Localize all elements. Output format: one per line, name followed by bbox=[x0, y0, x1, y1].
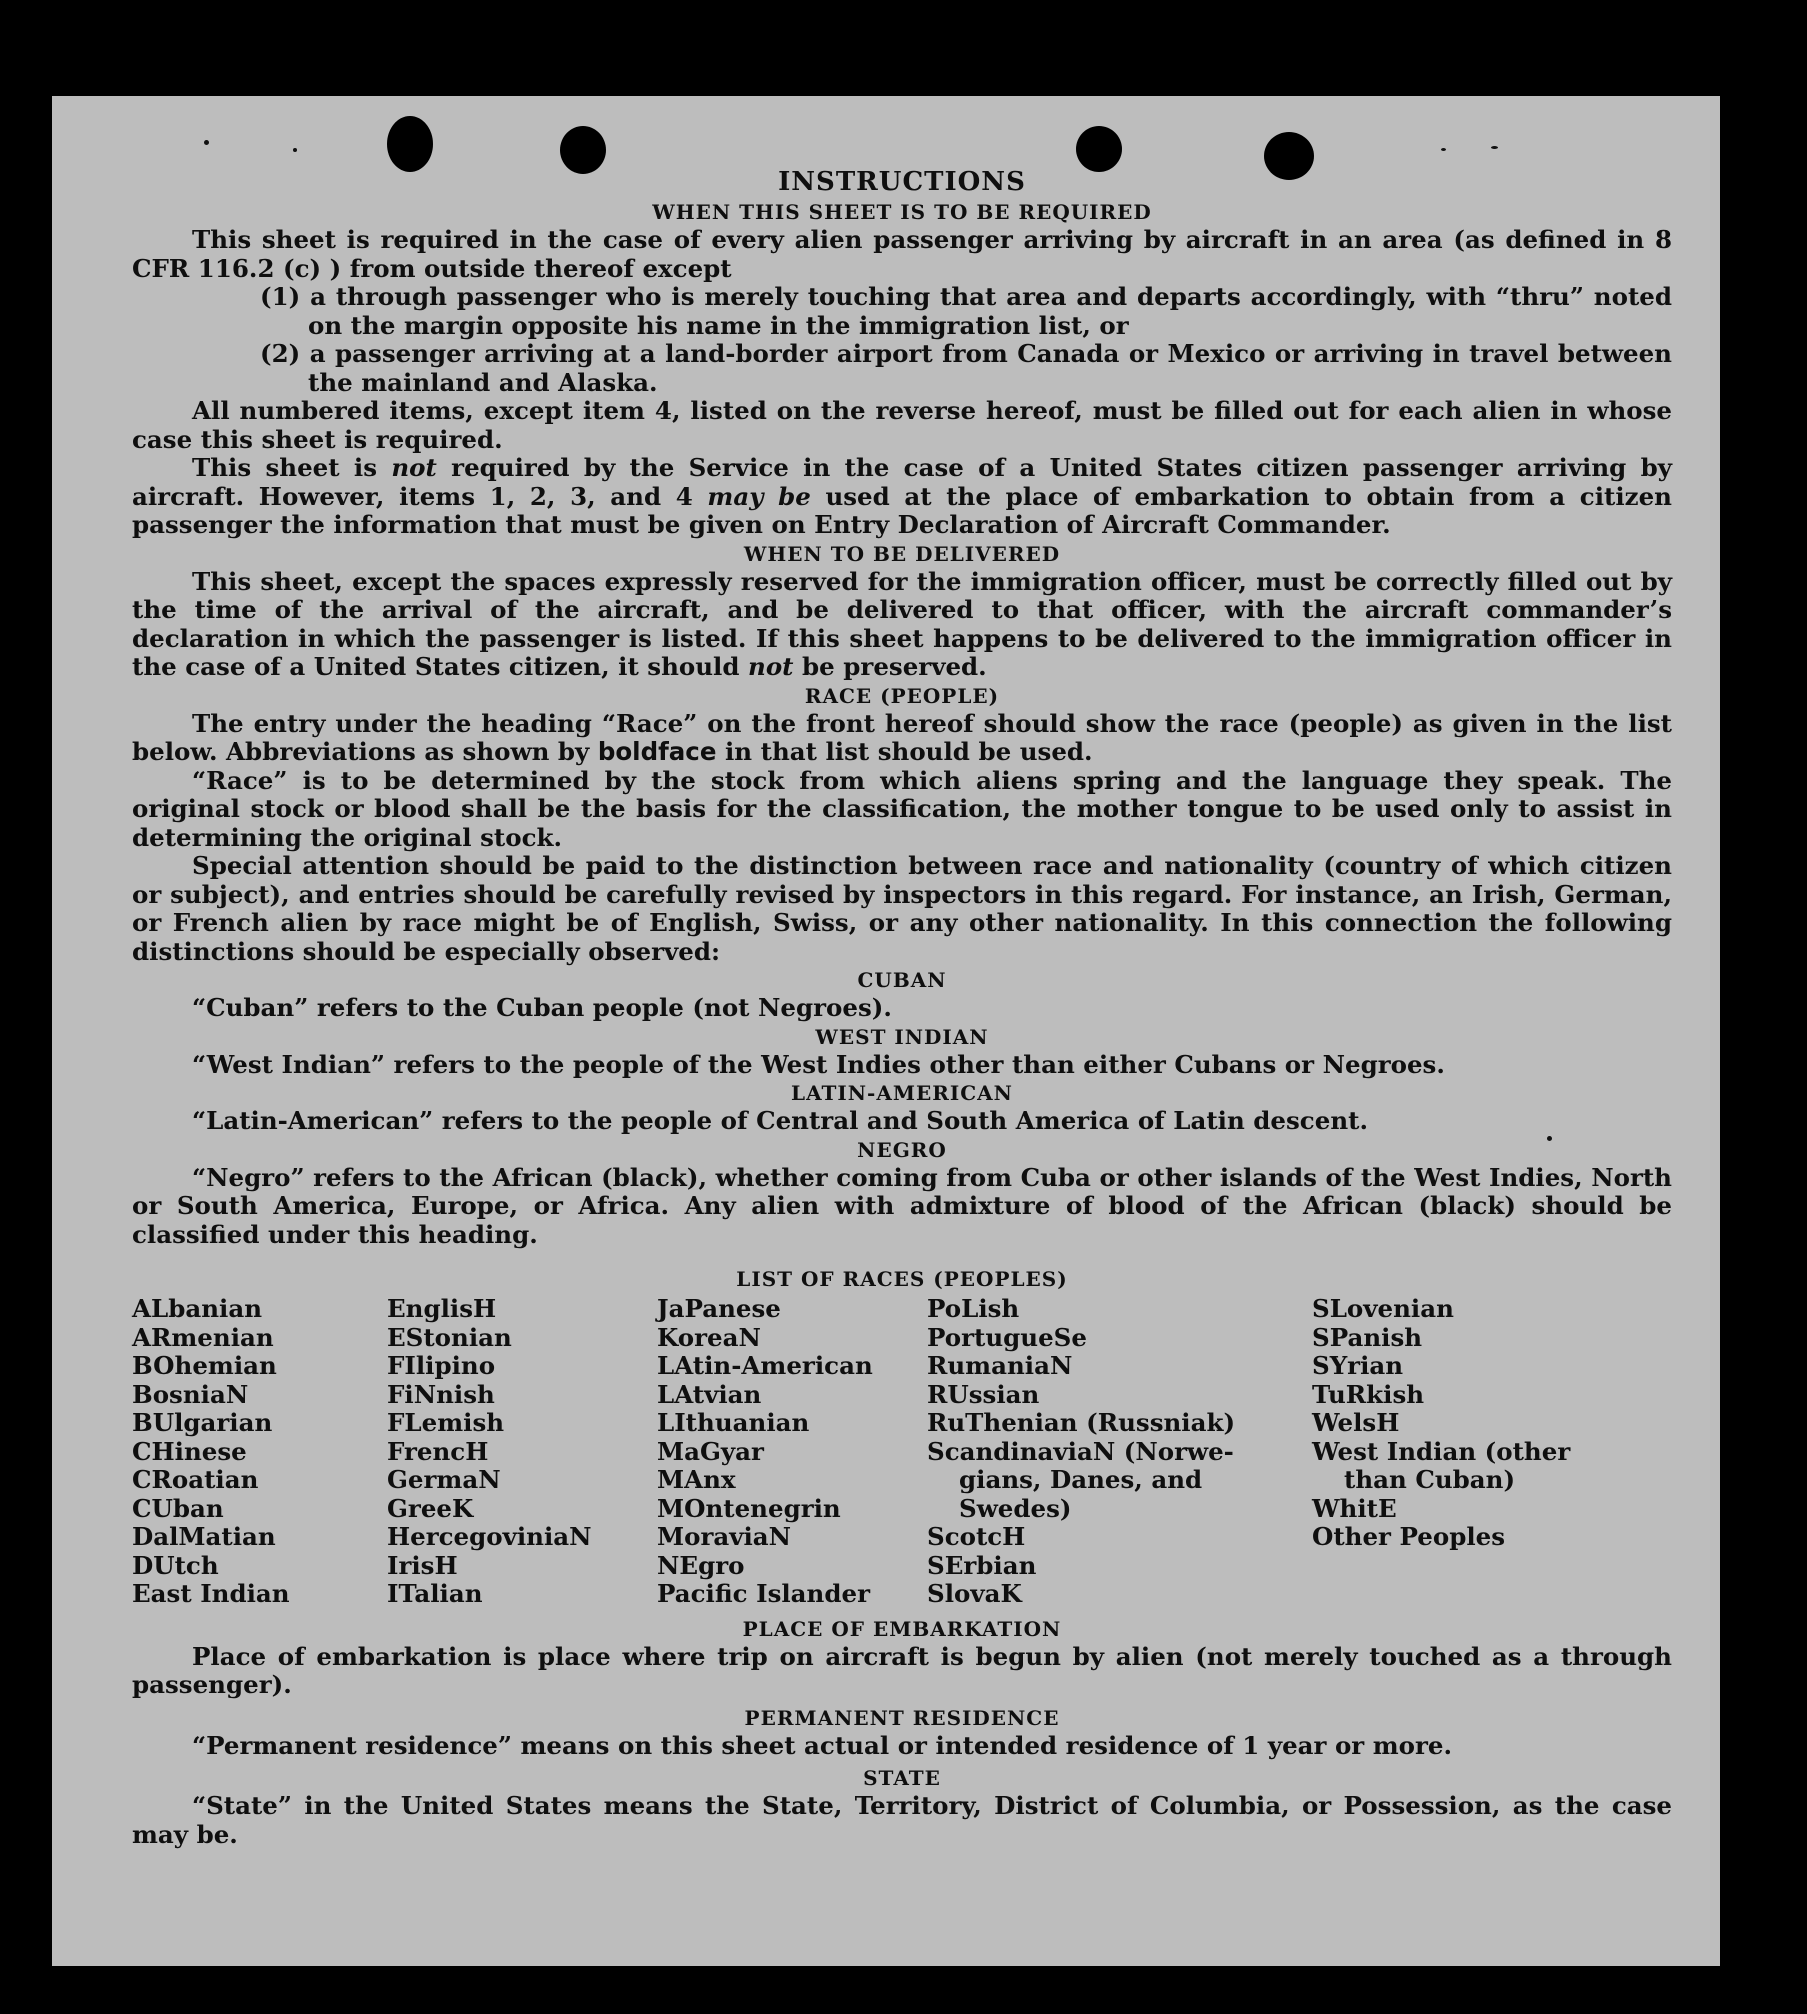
punch-hole-left bbox=[387, 116, 433, 172]
race-entry: RUssian bbox=[927, 1379, 1040, 1409]
race-entry: SLovenian bbox=[1312, 1294, 1454, 1323]
race-entry: ARmenian bbox=[132, 1322, 274, 1352]
race-entry: SlovaK bbox=[927, 1579, 1022, 1608]
race-entry: MAnx bbox=[657, 1465, 736, 1494]
negro-text: “Negro” refers to the African (black), whether coming from Cuba or other islands of the West Indies, North or South America, Europe, or Africa. Any alien with admixture of blood of the African (black) should be classified under this heading. bbox=[132, 1162, 1672, 1249]
permanent-residence-heading: PERMANENT RESIDENCE bbox=[744, 1705, 1060, 1730]
when-delivered-heading: WHEN TO BE DELIVERED bbox=[743, 541, 1061, 566]
race-entry: WelsH bbox=[1312, 1408, 1400, 1437]
race-entry: RumaniaN bbox=[927, 1351, 1073, 1380]
race-entry: MaGyar bbox=[657, 1436, 764, 1466]
speck bbox=[293, 148, 297, 152]
race-entry: KoreaN bbox=[657, 1322, 761, 1352]
race-paragraph-2: “Race” is to be determined by the stock from which aliens spring and the language they speak. The original stock or blood shall be the basis for the classification, the mother tongue to be used only to assist in determining the original stock. bbox=[132, 765, 1672, 852]
exception-item-1: (1) a through passenger who is merely touching that area and departs accordingly, with “thru” noted on the margin opposite his name in the immigration list, or bbox=[260, 282, 1672, 340]
speck bbox=[1491, 146, 1498, 149]
speck bbox=[204, 140, 209, 145]
race-entry: FrencH bbox=[387, 1436, 489, 1466]
when-required-heading: WHEN THIS SHEET IS TO BE REQUIRED bbox=[652, 200, 1152, 224]
cuban-heading: CUBAN bbox=[857, 968, 947, 992]
race-text-a: The entry under the heading “Race” on the front hereof should show the race (people) as given in the list below. Abbreviations as shown by bbox=[132, 708, 1672, 766]
race-entry: ALbanian bbox=[132, 1294, 263, 1323]
state-text: “State” in the United States means the State, Territory, District of Columbia, or Possession, as the case may be. bbox=[132, 1791, 1672, 1849]
race-entry: CUban bbox=[132, 1493, 224, 1523]
instructions-content bbox=[132, 166, 1672, 1849]
race-entry: DalMatian bbox=[132, 1522, 276, 1551]
race-entry: IrisH bbox=[387, 1550, 458, 1580]
race-paragraph-1 bbox=[132, 710, 1672, 767]
race-entry: ITalian bbox=[387, 1579, 483, 1608]
race-entry-continuation: Swedes) bbox=[959, 1493, 1072, 1523]
race-entry: LIthuanian bbox=[657, 1408, 810, 1437]
delivered-paragraph bbox=[132, 568, 1672, 682]
delivered-text-not: not bbox=[748, 652, 794, 681]
citizen-text-may-be: may be bbox=[707, 481, 811, 511]
west-indian-text: “West Indian” refers to the people of the West Indies other than either Cubans or Negroes. bbox=[192, 1049, 1445, 1079]
race-entry: HercegoviniaN bbox=[387, 1522, 592, 1551]
race-entry: WhitE bbox=[1312, 1493, 1397, 1523]
embarkation-heading: PLACE OF EMBARKATION bbox=[742, 1616, 1062, 1641]
race-column-2 bbox=[387, 1295, 657, 1609]
race-entry: ScotcH bbox=[927, 1522, 1026, 1551]
citizen-text-e: used at the place of embarkation to obtain from a citizen passenger the information that must be given on Entry Declaration of Aircraft Commander. bbox=[132, 481, 1672, 539]
race-entry: MOntenegrin bbox=[657, 1493, 841, 1523]
citizen-text-a: This sheet is bbox=[192, 453, 392, 482]
citizen-text-c: required by the Service in the case of a United States citizen passenger arriving by aircraft. However, items 1, 2, 3, and 4 bbox=[132, 453, 1672, 511]
delivered-text-a: This sheet, except the spaces expressly reserved for the immigration officer, must be correctly filled out by the time of the arrival of the aircraft, and be delivered to that officer, with the aircraft commander’s declaration in which the passenger is listed. If this sheet happens to be delivered to the immigration officer in the case of a United States citizen, it should bbox=[132, 566, 1672, 681]
race-entry: PoLish bbox=[927, 1294, 1020, 1323]
negro-heading: NEGRO bbox=[857, 1137, 947, 1162]
race-heading: RACE (PEOPLE) bbox=[804, 683, 1000, 708]
race-entry: Other Peoples bbox=[1312, 1522, 1506, 1551]
race-entry: West Indian (other bbox=[1312, 1436, 1571, 1466]
numbered-items-paragraph: All numbered items, except item 4, listed on the reverse hereof, must be filled out for each alien in whose case this sheet is required. bbox=[132, 396, 1672, 454]
latin-american-text: “Latin-American” refers to the people of Central and South America of Latin descent. bbox=[192, 1106, 1368, 1135]
race-entry: RuThenian (Russniak) bbox=[927, 1408, 1236, 1437]
race-entry: FiNnish bbox=[387, 1379, 495, 1409]
race-text-boldface: boldface bbox=[597, 737, 717, 766]
race-entry: FIlipino bbox=[387, 1351, 496, 1380]
race-entry: CHinese bbox=[132, 1436, 247, 1466]
race-entry: East Indian bbox=[132, 1579, 290, 1608]
west-indian-heading: WEST INDIAN bbox=[815, 1024, 989, 1049]
race-entry: BosniaN bbox=[132, 1379, 249, 1409]
cuban-text: “Cuban” refers to the Cuban people (not Negroes). bbox=[192, 993, 892, 1022]
permanent-residence-text: “Permanent residence” means on this sheet actual or intended residence of 1 year or more. bbox=[192, 1730, 1453, 1760]
list-of-races-heading: LIST OF RACES (PEOPLES) bbox=[736, 1267, 1068, 1291]
race-entry: LAtvian bbox=[657, 1379, 762, 1409]
race-entry: BUlgarian bbox=[132, 1408, 273, 1437]
race-entry: JaPanese bbox=[657, 1294, 781, 1323]
race-entry: NEgro bbox=[657, 1550, 745, 1580]
race-entry: GermaN bbox=[387, 1465, 501, 1494]
race-column-5 bbox=[1312, 1295, 1642, 1609]
race-text-c: in that list should be used. bbox=[716, 737, 1093, 766]
race-entry: SPanish bbox=[1312, 1322, 1423, 1352]
race-column-1 bbox=[132, 1295, 387, 1609]
citizen-text-not: not bbox=[391, 453, 437, 482]
latin-american-heading: LATIN-AMERICAN bbox=[791, 1081, 1013, 1105]
race-paragraph-3: Special attention should be paid to the distinction between race and nationality (country of which citizen or subject), and entries should be carefully revised by inspectors in this regard. For instance, an Irish, German, or French alien by race might be of English, Swiss, or any other nationality. In this connection the following distinctions should be especially observed: bbox=[132, 851, 1672, 966]
race-entry: SYrian bbox=[1312, 1351, 1404, 1380]
citizen-paragraph bbox=[132, 454, 1672, 540]
list-of-races bbox=[132, 1295, 1672, 1609]
race-entry: ScandinaviaN (Norwe- bbox=[927, 1436, 1234, 1466]
race-entry-continuation: gians, Danes, and bbox=[959, 1465, 1203, 1494]
race-entry: CRoatian bbox=[132, 1465, 259, 1494]
document-sheet bbox=[52, 96, 1720, 1966]
race-entry: FLemish bbox=[387, 1408, 505, 1437]
required-paragraph: This sheet is required in the case of every alien passenger arriving by aircraft in an area (as defined in 8 CFR 116.2 (c) ) from outside thereof except bbox=[132, 225, 1672, 283]
race-entry: SErbian bbox=[927, 1550, 1037, 1580]
race-entry-continuation: than Cuban) bbox=[1344, 1465, 1516, 1494]
speck bbox=[1441, 148, 1446, 151]
race-entry: BOhemian bbox=[132, 1351, 277, 1380]
race-entry: EStonian bbox=[387, 1322, 512, 1352]
race-entry: PortugueSe bbox=[927, 1322, 1087, 1352]
race-column-3 bbox=[657, 1295, 927, 1609]
race-entry: Pacific Islander bbox=[657, 1579, 870, 1608]
race-entry: DUtch bbox=[132, 1550, 219, 1580]
state-heading: STATE bbox=[863, 1766, 941, 1790]
race-entry: LAtin-American bbox=[657, 1351, 873, 1380]
delivered-text-c: be preserved. bbox=[793, 652, 987, 681]
race-entry: TuRkish bbox=[1312, 1379, 1425, 1409]
race-entry: MoraviaN bbox=[657, 1522, 792, 1551]
embarkation-text: Place of embarkation is place where trip on aircraft is begun by alien (not merely touched as a through passenger). bbox=[132, 1641, 1672, 1699]
exception-item-2: (2) a passenger arriving at a land-border airport from Canada or Mexico or arriving in travel between the mainland and Alaska. bbox=[260, 339, 1672, 397]
race-entry: EnglisH bbox=[387, 1294, 497, 1323]
instructions-heading: INSTRUCTIONS bbox=[778, 167, 1026, 197]
race-entry: GreeK bbox=[387, 1493, 474, 1523]
race-column-4 bbox=[927, 1295, 1312, 1609]
